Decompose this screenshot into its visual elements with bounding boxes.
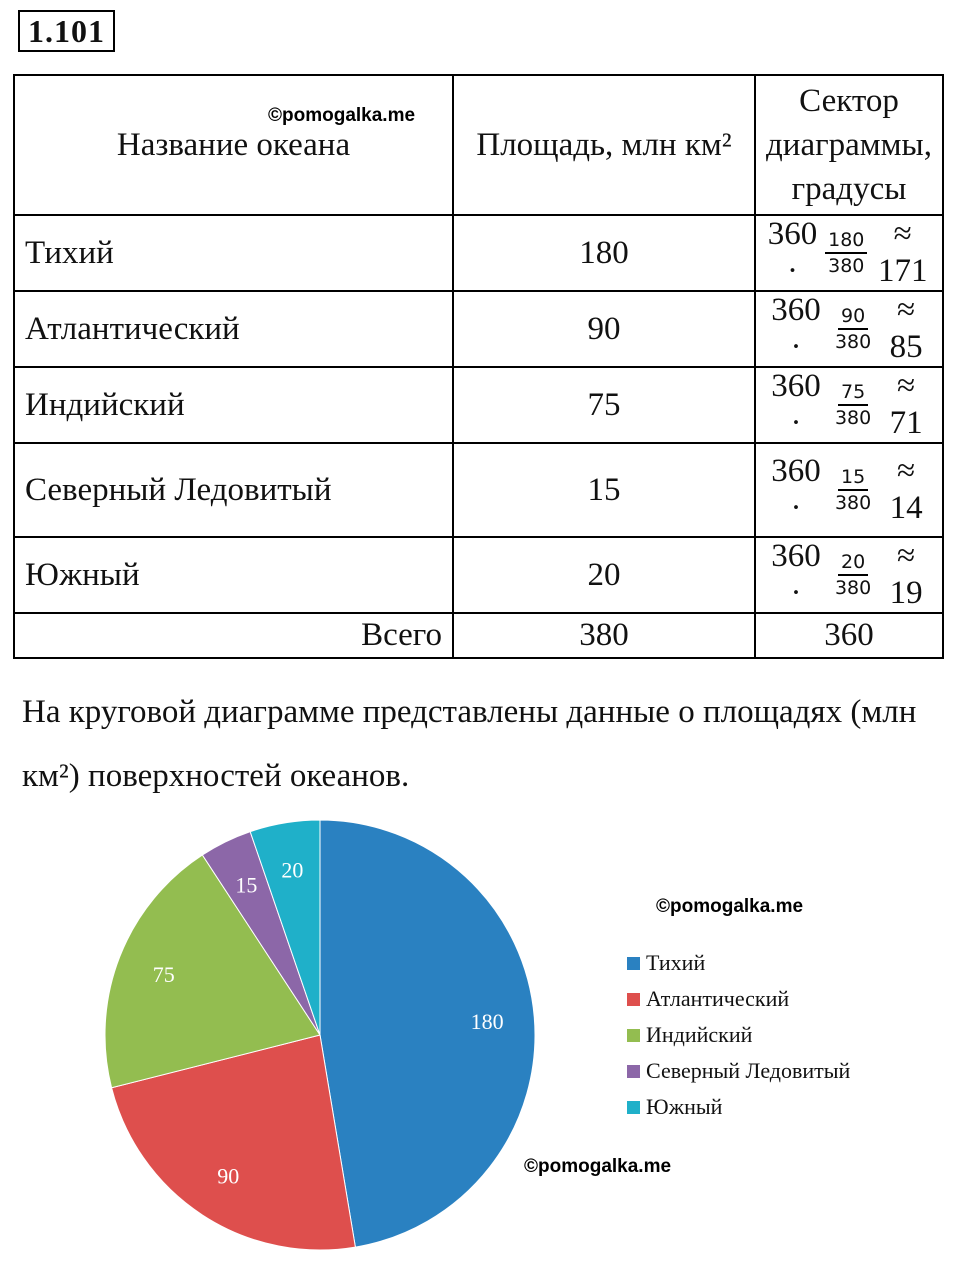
pie-data-label: 90: [217, 1163, 240, 1189]
table-row: [14, 443, 943, 537]
table-row: [14, 367, 943, 443]
legend-item: [627, 945, 850, 981]
fraction: [832, 381, 874, 429]
formula-result: ≈ 14: [889, 453, 923, 526]
formula-result: ≈ 171: [877, 216, 928, 289]
total-label: Всего: [14, 613, 453, 658]
formula-result: ≈ 85: [889, 292, 923, 365]
ocean-name: Индийский: [14, 367, 453, 443]
fraction-denominator: 380: [834, 577, 872, 599]
table-total-row: [14, 613, 943, 658]
header-area: Площадь, млн км²: [453, 75, 755, 215]
ocean-area: 90: [453, 291, 755, 367]
table-header-row: [14, 75, 943, 215]
legend-label: Индийский: [646, 1022, 753, 1047]
table-row: [14, 215, 943, 291]
description-text: На круговой диаграмме представлены данные о площадях (млн км²) поверхностей океанов.: [22, 694, 917, 794]
legend-swatch: [627, 1101, 640, 1114]
chart-legend: [627, 945, 850, 1125]
total-degrees: 360: [755, 613, 943, 658]
sector-formula: [755, 367, 943, 443]
legend-swatch: [627, 993, 640, 1006]
ocean-table: [13, 74, 944, 659]
legend-item: [627, 1017, 850, 1053]
formula-prefix: 360 ·: [767, 216, 818, 289]
legend-label: Тихий: [646, 950, 706, 975]
sector-formula: [755, 215, 943, 291]
pie-data-label: 15: [235, 872, 258, 898]
total-area: 380: [453, 613, 755, 658]
fraction-numerator: 90: [838, 305, 868, 330]
pie-data-label: 20: [281, 857, 304, 883]
ocean-name: Атлантический: [14, 291, 453, 367]
pie-data-label: 75: [152, 962, 175, 988]
legend-label: Атлантический: [646, 986, 790, 1011]
formula-prefix: 360 ·: [771, 453, 821, 526]
ocean-area: 180: [453, 215, 755, 291]
legend-item: [627, 1053, 850, 1089]
pie-data-label: 180: [470, 1009, 504, 1035]
table-row: [14, 537, 943, 613]
watermark: ©pomogalka.me: [268, 105, 416, 126]
formula-result: ≈ 71: [889, 368, 923, 441]
ocean-area: 20: [453, 537, 755, 613]
fraction-numerator: 180: [825, 229, 867, 254]
formula-prefix: 360 ·: [771, 538, 821, 611]
ocean-name: Тихий: [14, 215, 453, 291]
ocean-area: 75: [453, 367, 755, 443]
legend-label: Южный: [646, 1094, 723, 1119]
fraction-numerator: 15: [838, 466, 868, 491]
fraction-denominator: 380: [834, 331, 872, 353]
sector-formula: [755, 291, 943, 367]
header-sector: Сектор диаграммы, градусы: [755, 75, 943, 215]
fraction-numerator: 75: [838, 381, 868, 406]
task-number: 1.101: [18, 10, 115, 52]
fraction-denominator: 380: [828, 255, 865, 277]
header-ocean-name: Название океана: [14, 75, 453, 215]
legend-swatch: [627, 1065, 640, 1078]
ocean-name: Южный: [14, 537, 453, 613]
formula-result: ≈ 19: [889, 538, 923, 611]
fraction-numerator: 20: [838, 551, 868, 576]
sector-formula: [755, 537, 943, 613]
legend-swatch: [627, 1029, 640, 1042]
formula-prefix: 360 ·: [771, 292, 821, 365]
ocean-name: Северный Ледовитый: [14, 443, 453, 537]
pie-chart: [100, 815, 540, 1255]
legend-swatch: [627, 957, 640, 970]
sector-formula: [755, 443, 943, 537]
watermark: ©pomogalka.me: [656, 896, 804, 917]
fraction: [832, 466, 874, 514]
fraction: [832, 305, 874, 353]
table-row: [14, 291, 943, 367]
fraction-denominator: 380: [834, 492, 872, 514]
legend-item: [627, 981, 850, 1017]
watermark: ©pomogalka.me: [524, 1156, 672, 1177]
fraction: [825, 229, 867, 277]
formula-prefix: 360 ·: [771, 368, 821, 441]
legend-item: [627, 1089, 850, 1125]
fraction: [832, 551, 874, 599]
fraction-denominator: 380: [834, 407, 872, 429]
legend-label: Северный Ледовитый: [646, 1058, 851, 1083]
ocean-area: 15: [453, 443, 755, 537]
